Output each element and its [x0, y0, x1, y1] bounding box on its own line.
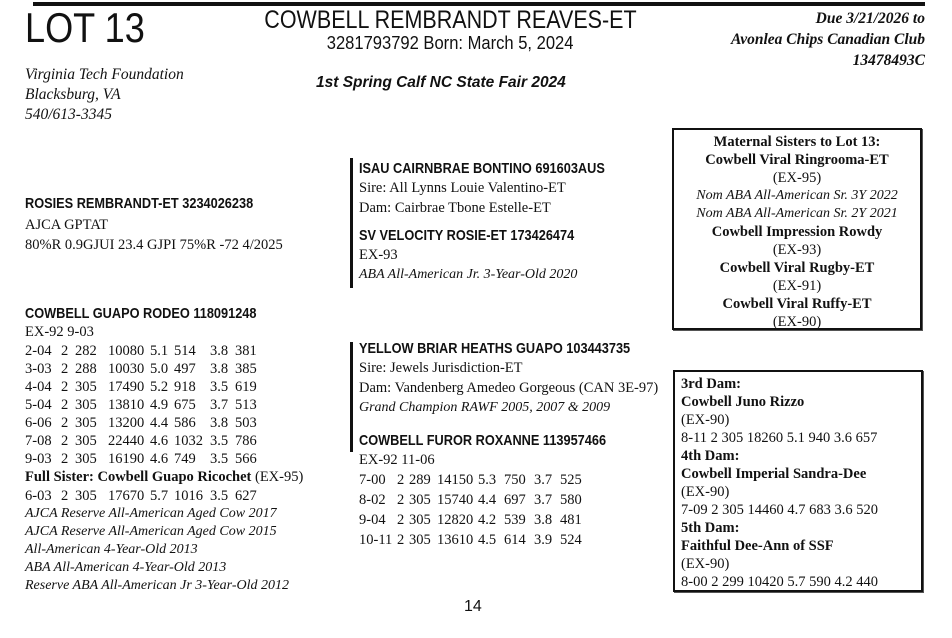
dam-name: COWBELL GUAPO RODEO 118091248 [25, 305, 257, 322]
box-line: (EX-90) [681, 412, 730, 428]
record-cell: 2 [61, 451, 69, 467]
box-line: Cowbell Viral Rugby-ET [719, 260, 875, 276]
record-cell: 2 [397, 492, 405, 508]
box-line: (EX-90) [681, 556, 730, 572]
record-cell: 9-03 [25, 451, 52, 467]
record-cell: 289 [409, 472, 431, 488]
record-cell: 10080 [108, 343, 145, 359]
box-line: 3rd Dam: [681, 376, 742, 392]
dam-honors [25, 505, 303, 595]
record-cell: 3.7 [210, 397, 229, 413]
record-cell: 4.2 [478, 512, 497, 528]
box-line: 5th Dam: [681, 520, 740, 536]
record-cell: 2 [61, 488, 69, 504]
record-cell: 17490 [108, 379, 145, 395]
record-cell: 4.6 [150, 433, 169, 449]
honor-line: Reserve ABA All-American Jr 3-Year-Old 2012 [25, 578, 289, 593]
record-cell: 3.8 [210, 361, 229, 377]
record-cell: 566 [235, 451, 257, 467]
dam-records [25, 342, 303, 468]
full-sister-label: Full Sister: Cowbell Guapo Ricochet [25, 469, 252, 485]
record-cell: 14150 [437, 472, 474, 488]
box-line: Cowbell Viral Ringrooma-ET [705, 152, 889, 168]
record-cell: 4.6 [150, 451, 169, 467]
box-line: Nom ABA All-American Sr. 2Y 2021 [696, 206, 898, 221]
record-cell: 7-08 [25, 433, 52, 449]
record-cell: 4.4 [478, 492, 497, 508]
record-cell: 525 [560, 472, 582, 488]
record-row [25, 414, 303, 432]
record-cell: 503 [235, 415, 257, 431]
record-cell: 305 [75, 379, 97, 395]
page-number: 14 [464, 598, 482, 615]
record-cell: 2 [61, 433, 69, 449]
record-cell: 614 [504, 532, 526, 548]
consignor-name: Virginia Tech Foundation [25, 66, 184, 83]
animal-header [200, 6, 700, 54]
record-row [359, 510, 678, 530]
dam-dam-records [359, 470, 678, 550]
record-row [25, 487, 303, 505]
record-cell: 16190 [108, 451, 145, 467]
box-line: 4th Dam: [681, 448, 740, 464]
dam-classification: EX-92 9-03 [25, 324, 94, 340]
box-line: Cowbell Juno Rizzo [681, 394, 805, 410]
due-line: Due 3/21/2026 to [815, 10, 925, 27]
pedigree-bracket [350, 342, 353, 452]
record-cell: 750 [504, 472, 526, 488]
record-cell: 619 [235, 379, 257, 395]
record-cell: 5.1 [150, 343, 169, 359]
honor-line: All-American 4-Year-Old 2013 [25, 542, 198, 557]
dam-dam-classification: EX-92 11-06 [359, 452, 435, 468]
record-cell: 2 [61, 379, 69, 395]
box-line: Cowbell Viral Ruffy-ET [722, 296, 872, 312]
maternal-sisters-title: Maternal Sisters to Lot 13: [713, 134, 881, 150]
record-cell: 586 [174, 415, 196, 431]
record-cell: 1032 [174, 433, 203, 449]
record-cell: 13610 [437, 532, 474, 548]
sire-line: AJCA GPTAT [25, 217, 109, 233]
pedigree-bracket [350, 158, 353, 288]
record-cell: 539 [504, 512, 526, 528]
record-row [359, 470, 678, 490]
lot-number: LOT 13 [25, 4, 145, 51]
record-cell: 2 [61, 397, 69, 413]
record-cell: 385 [235, 361, 257, 377]
record-row [25, 360, 303, 378]
record-cell: 288 [75, 361, 97, 377]
record-cell: 3-03 [25, 361, 52, 377]
sire-dam-score: EX-93 [359, 247, 398, 263]
honor-line: ABA All-American 4-Year-Old 2013 [25, 560, 227, 575]
due-line: 13478493C [852, 52, 925, 69]
record-cell: 514 [174, 343, 196, 359]
sire-name: ROSIES REMBRANDT-ET 3234026238 [25, 195, 254, 212]
box-line: Nom ABA All-American Sr. 3Y 2022 [696, 188, 898, 203]
box-line: (EX-90) [681, 484, 730, 500]
record-cell: 13810 [108, 397, 145, 413]
sire-block [25, 195, 293, 255]
record-row [359, 490, 678, 510]
record-cell: 12820 [437, 512, 474, 528]
record-cell: 497 [174, 361, 196, 377]
record-cell: 4.9 [150, 397, 169, 413]
record-cell: 6-03 [25, 488, 52, 504]
record-cell: 5.2 [150, 379, 169, 395]
consignor [25, 65, 184, 125]
record-cell: 8-02 [359, 492, 386, 508]
record-cell: 305 [409, 532, 431, 548]
record-cell: 2 [61, 415, 69, 431]
sire-sire-name: ISAU CAIRNBRAE BONTINO 691603AUS [359, 160, 605, 177]
dam-sire-name: YELLOW BRIAR HEATHS GUAPO 103443735 [359, 340, 631, 357]
dam-sire-block [359, 340, 678, 550]
record-cell: 17670 [108, 488, 145, 504]
record-cell: 2 [61, 343, 69, 359]
record-cell: 786 [235, 433, 257, 449]
record-cell: 5.3 [478, 472, 497, 488]
record-cell: 5-04 [25, 397, 52, 413]
box-line: Faithful Dee-Ann of SSF [681, 538, 834, 554]
full-sister [25, 468, 303, 487]
record-cell: 580 [560, 492, 582, 508]
record-row [359, 530, 678, 550]
record-cell: 627 [235, 488, 257, 504]
record-cell: 305 [75, 488, 97, 504]
box-line: 7-09 2 305 14460 4.7 683 3.6 520 [681, 502, 878, 518]
record-cell: 7-00 [359, 472, 386, 488]
record-cell: 9-04 [359, 512, 386, 528]
record-cell: 5.0 [150, 361, 169, 377]
record-cell: 3.5 [210, 488, 229, 504]
record-cell: 305 [75, 397, 97, 413]
ancestor-dams-box [673, 370, 923, 592]
consignor-city: Blacksburg, VA [25, 86, 121, 103]
record-cell: 5.7 [150, 488, 169, 504]
record-cell: 3.7 [534, 492, 553, 508]
record-row [25, 396, 303, 414]
record-cell: 6-06 [25, 415, 52, 431]
record-cell: 2 [61, 361, 69, 377]
animal-reg-born: 3281793792 Born: March 5, 2024 [326, 33, 574, 53]
record-cell: 305 [409, 512, 431, 528]
record-cell: 282 [75, 343, 97, 359]
record-cell: 2-04 [25, 343, 52, 359]
record-cell: 381 [235, 343, 257, 359]
record-cell: 15740 [437, 492, 474, 508]
record-row [25, 450, 303, 468]
honor-line: AJCA Reserve All-American Aged Cow 2015 [25, 524, 277, 539]
record-cell: 2 [397, 472, 405, 488]
record-row [25, 432, 303, 450]
record-cell: 2 [397, 512, 405, 528]
dam-dam-name: COWBELL FUROR ROXANNE 113957466 [359, 432, 607, 449]
record-cell: 305 [409, 492, 431, 508]
record-cell: 3.8 [534, 512, 553, 528]
record-cell: 305 [75, 451, 97, 467]
record-cell: 3.5 [210, 451, 229, 467]
record-cell: 918 [174, 379, 196, 395]
sire-sire-block [359, 160, 648, 285]
record-cell: 697 [504, 492, 526, 508]
record-cell: 1016 [174, 488, 203, 504]
sire-dam-honor: ABA All-American Jr. 3-Year-Old 2020 [359, 267, 578, 282]
record-cell: 4-04 [25, 379, 52, 395]
consignor-phone: 540/613-3345 [25, 106, 112, 123]
record-cell: 10-11 [359, 532, 393, 548]
record-cell: 524 [560, 532, 582, 548]
due-line: Avonlea Chips Canadian Club [731, 31, 925, 48]
sire-line: 80%R 0.9GJUI 23.4 GJPI 75%R -72 4/2025 [25, 237, 283, 253]
box-line: 8-11 2 305 18260 5.1 940 3.6 657 [681, 430, 878, 446]
dam-block [25, 305, 303, 595]
maternal-sisters-box [672, 128, 922, 330]
honor-line: AJCA Reserve All-American Aged Cow 2017 [25, 506, 277, 521]
record-cell: 2 [397, 532, 405, 548]
record-cell: 10030 [108, 361, 145, 377]
record-cell: 3.8 [210, 415, 229, 431]
sire-dam-name: SV VELOCITY ROSIE-ET 173426474 [359, 227, 575, 244]
box-line: (EX-91) [772, 278, 822, 294]
record-cell: 3.7 [534, 472, 553, 488]
full-sister-score: (EX-95) [251, 469, 304, 485]
dam-sire-sire: Sire: Jewels Jurisdiction-ET [359, 360, 523, 376]
record-cell: 22440 [108, 433, 145, 449]
record-row [25, 378, 303, 396]
award: 1st Spring Calf NC State Fair 2024 [316, 74, 566, 91]
box-line: (EX-93) [772, 242, 822, 258]
due-info [731, 8, 925, 71]
record-cell: 513 [235, 397, 257, 413]
record-cell: 305 [75, 433, 97, 449]
record-cell: 3.5 [210, 379, 229, 395]
record-cell: 13200 [108, 415, 145, 431]
record-cell: 3.5 [210, 433, 229, 449]
record-cell: 4.5 [478, 532, 497, 548]
animal-name: COWBELL REMBRANDT REAVES-ET [263, 6, 637, 34]
record-cell: 3.9 [534, 532, 553, 548]
record-cell: 3.8 [210, 343, 229, 359]
sire-sire-sire: Sire: All Lynns Louie Valentino-ET [359, 180, 566, 196]
sire-sire-dam: Dam: Cairbrae Tbone Estelle-ET [359, 200, 551, 216]
dam-sire-dam: Dam: Vandenberg Amedeo Gorgeous (CAN 3E-97) [359, 380, 659, 396]
record-cell: 481 [560, 512, 582, 528]
box-line: 8-00 2 299 10420 5.7 590 4.2 440 [681, 574, 878, 590]
box-line: (EX-90) [772, 314, 822, 330]
record-cell: 749 [174, 451, 196, 467]
dam-sire-honor: Grand Champion RAWF 2005, 2007 & 2009 [359, 400, 611, 415]
record-cell: 4.4 [150, 415, 169, 431]
full-sister-record [25, 487, 303, 505]
box-line: Cowbell Imperial Sandra-Dee [681, 466, 867, 482]
box-line: Cowbell Impression Rowdy [711, 224, 883, 240]
box-line: (EX-95) [772, 170, 822, 186]
record-cell: 305 [75, 415, 97, 431]
record-cell: 675 [174, 397, 196, 413]
record-row [25, 342, 303, 360]
